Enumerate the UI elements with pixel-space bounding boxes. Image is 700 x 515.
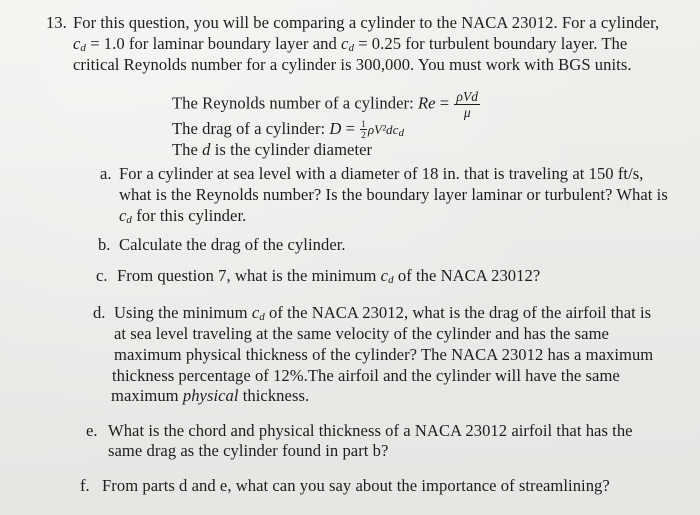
half-fraction: $\frac{1}{2}$: [361, 119, 366, 141]
part-a-line-1: For a cylinder at sea level with a diameter of 18 in. that is traveling at 150 ft/s,: [119, 164, 644, 183]
part-b-text: Calculate the drag of the cylinder.: [119, 235, 346, 254]
intro-line-1: For this question, you will be comparing a cylinder to the NACA 23012. For a cylinder,: [73, 13, 660, 32]
diameter-note: The d is the cylinder diameter: [172, 140, 373, 159]
part-a-label: a.: [100, 164, 112, 183]
part-e-line-2: same drag as the cylinder found in part b?: [108, 441, 389, 460]
part-e-line-1: What is the chord and physical thickness of a NACA 23012 airfoil that has the: [108, 421, 633, 440]
question-number: 13.: [46, 13, 67, 32]
part-d-line-1: Using the minimum cd of the NACA 23012, what is the drag of the airfoil that is: [114, 303, 652, 323]
part-d-line-2: at sea level traveling at the same velocity of the cylinder and has the same: [114, 324, 609, 343]
part-f-label: f.: [80, 476, 90, 495]
intro-line-3: critical Reynolds number for a cylinder is 300,000. You must work with BGS units.: [73, 55, 632, 74]
part-b-label: b.: [98, 235, 111, 254]
part-e-label: e.: [86, 421, 98, 440]
part-a-line-2: what is the Reynolds number? Is the boundary layer laminar or turbulent? What is: [119, 185, 668, 204]
part-d-label: d.: [93, 303, 106, 322]
part-d-line-4: thickness percentage of 12%.The airfoil and the cylinder will have the same: [112, 366, 620, 385]
part-c-text: From question 7, what is the minimum cd of the NACA 23012?: [117, 266, 541, 286]
part-f-text: From parts d and e, what can you say about the importance of streamlining?: [102, 476, 610, 495]
reynolds-formula: The Reynolds number of a cylinder: Re = $\frac{\text{ρVd}}{\mu}$: [172, 89, 479, 120]
drag-formula: The drag of a cylinder: D = $\frac{1}{2}$ ρV²dcd: [172, 119, 404, 141]
intro-line-2: cd = 1.0 for laminar boundary layer and cd = 0.25 for turbulent boundary layer. The: [73, 34, 628, 54]
part-d-line-5: maximum physical thickness.: [111, 386, 310, 405]
part-d-line-3: maximum physical thickness of the cylinder? The NACA 23012 has a maximum: [114, 345, 654, 364]
reynolds-fraction: $\frac{\text{ρVd}}{\mu}$: [456, 89, 479, 120]
part-a-line-3: cd for this cylinder.: [119, 206, 247, 226]
part-c-label: c.: [96, 266, 108, 285]
